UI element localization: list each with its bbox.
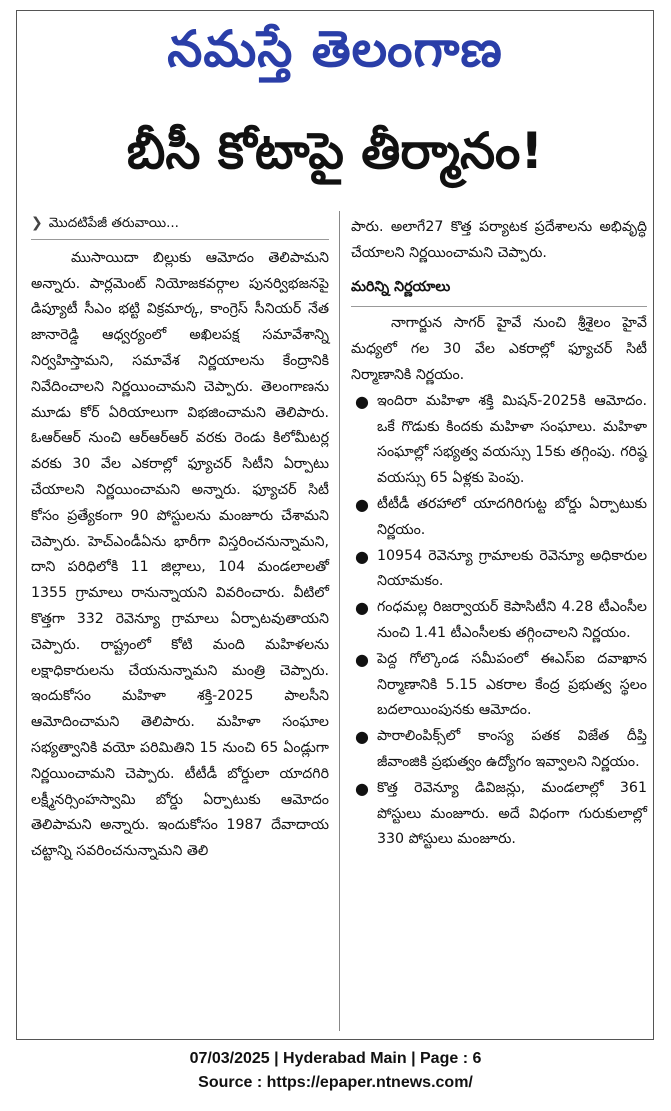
intro-paragraph: నాగార్జున సాగర్ హైవే నుంచి శ్రీశైలం హైవే మధ్యలో గల 30 వేల ఎకరాల్లో ఫ్యూచర్ సిటీ నిర్మాణానికి నిర్ణయం.	[351, 315, 647, 383]
article-paragraph: ముసాయిదా బిల్లుకు ఆమోదం తెలిపామని అన్నారు. పార్లమెంట్ నియోజకవర్గాల పునర్విభజనపై డిప్యూటీ సీఎం భట్టి విక్రమార్క, కాంగ్రెస్ సీనియర్ నేత జానారెడ్డి ఆధ్వర్యంలో అఖిలపక్ష సమావేశాన్ని నిర్వహిస్తామని, సమావేశ నిర్ణయాలను కేంద్రానికి నివేదించాలని నిర్ణయించామని చెప్పారు. తెలంగాణను మూడు కోర్ ఏరియాలుగా విభజించామని తెలిపారు. ఓఆర్ఆర్ నుంచి ఆర్ఆర్ఆర్ వరకు రెండు కిలోమీటర్ల వరకు 30 వేల ఎకరాల్లో ఫ్యూచర్ సిటీని ఏర్పాటు చేయాలని నిర్ణయించామని అన్నారు. ఫ్యూచర్ సిటీ కోసం ప్రత్యేకంగా 90 పోస్టులను మంజూరు చేశామని చెప్పారు. హెచ్ఎండీఏను భారీగా విస్తరించనున్నామని, దాని పరిధిలోకి 11 జిల్లాలు, 104 మండలాలతో 1355 గ్రామాలు రానున్నాయని వివరించారు. వీటిలో కొత్తగా 332 రెవెన్యూ గ్రామాలు ఏర్పాటవుతాయని చెప్పారు. రాష్ట్రంలో కోటి మంది మహిళలను లక్షాధికారులను చేయనున్నామని మంత్రి చెప్పారు. ఇందుకోసం మహిళా శక్తి-2025 పాలసీని ఆమోదించామని తెలిపారు. మహిళా సంఘాల సభ్యత్వానికి వయో పరిమితిని 15 నుంచి 65 ఏండ్లుగా నిర్ణయించామని చెప్పారు. టీటీడీ బోర్డులా యాదగిరి లక్ష్మీనర్సింహస్వామి బోర్డు ఏర్పాటుకు ఆమోదం తెలిపామని అన్నారు. ఇందుకోసం 1987 దేవాదాయ చట్టాన్ని సవరించనున్నామని తెలి	[31, 249, 329, 860]
divider	[31, 239, 329, 240]
bullet-icon: ●	[355, 649, 369, 669]
left-column	[31, 211, 329, 865]
list-item-text: కొత్త రెవెన్యూ డివిజన్లు, మండలాల్లో 361 పోస్టులు మంజూరు. అదే విధంగా గురుకులాల్లో 330 పోస్టులు మంజూరు.	[377, 779, 647, 848]
list-item	[351, 647, 647, 724]
list-item-text: పెద్ద గోల్కొండ సమీపంలో ఈఎస్ఐ దవాఖాన నిర్మాణానికి 5.15 ఎకరాల కేంద్ర ప్రభుత్వ స్థలం బదలాయింపునకు ఆమోదం.	[377, 650, 647, 719]
list-item	[351, 776, 647, 853]
decision-list	[351, 389, 647, 853]
list-item	[351, 389, 647, 492]
bullet-icon: ●	[355, 546, 369, 566]
page-frame	[16, 10, 654, 1040]
headline: బీసీ కోటాపై తీర్మానం!	[126, 122, 544, 180]
masthead-logo: నమస్తే తెలంగాణ	[167, 20, 503, 78]
list-item	[351, 595, 647, 647]
column-divider	[339, 211, 340, 1031]
bullet-icon: ●	[355, 494, 369, 514]
footer-source: Source : https://epaper.ntnews.com/	[198, 1074, 473, 1091]
bullet-icon: ●	[355, 598, 369, 618]
bullet-icon: ●	[355, 778, 369, 798]
continuation-text: పారు. అలాగే27 కొత్త పర్యాటక ప్రదేశాలను అభివృద్ధి చేయాలని నిర్ణయించామని చెప్పారు.	[351, 219, 647, 261]
list-item	[351, 544, 647, 596]
list-item-text: గంధమల్ల రిజర్వాయర్ కెపాసిటీని 4.28 టీఎంసీల నుంచి 1.41 టీఎంసీలకు తగ్గించాలని నిర్ణయం.	[377, 599, 647, 641]
bullet-icon: ●	[355, 727, 369, 747]
list-item-text: పారాలింపిక్స్‌లో కాంస్య పతక విజేత దీప్తి జీవాంజికి ప్రభుత్వం ఉద్యోగం ఇవ్వాలని నిర్ణయం.	[377, 728, 647, 770]
jump-line	[31, 211, 329, 237]
footer-edition-info: 07/03/2025 | Hyderabad Main | Page : 6	[189, 1050, 482, 1067]
chevron-right-icon: ❯	[31, 215, 43, 231]
list-item	[351, 724, 647, 776]
list-item-text: 10954 రెవెన్యూ గ్రామాలకు రెవెన్యూ అధికారుల నియామకం.	[377, 547, 647, 590]
list-item	[351, 492, 647, 544]
right-column	[351, 215, 647, 853]
list-item-text: ఇందిరా మహిళా శక్తి మిషన్-2025కి ఆమోదం. ఒకే గొడుకు కిందకు మహిళా సంఘాలు. మహిళా సంఘాల్లో సభ్యత్వ వయస్సు 15కు తగ్గింపు. గరిష్ఠ వయస్సు 65 ఏళ్లకు పెంపు.	[377, 392, 647, 487]
subheading: మరిన్ని నిర్ణయాలు	[351, 275, 647, 308]
jump-label: మొదటిపేజీ తరువాయి...	[48, 215, 179, 231]
bullet-icon: ●	[355, 391, 369, 411]
list-item-text: టీటీడీ తరహాలో యాదగిరిగుట్ట బోర్డు ఏర్పాటుకు నిర్ణయం.	[377, 495, 647, 538]
